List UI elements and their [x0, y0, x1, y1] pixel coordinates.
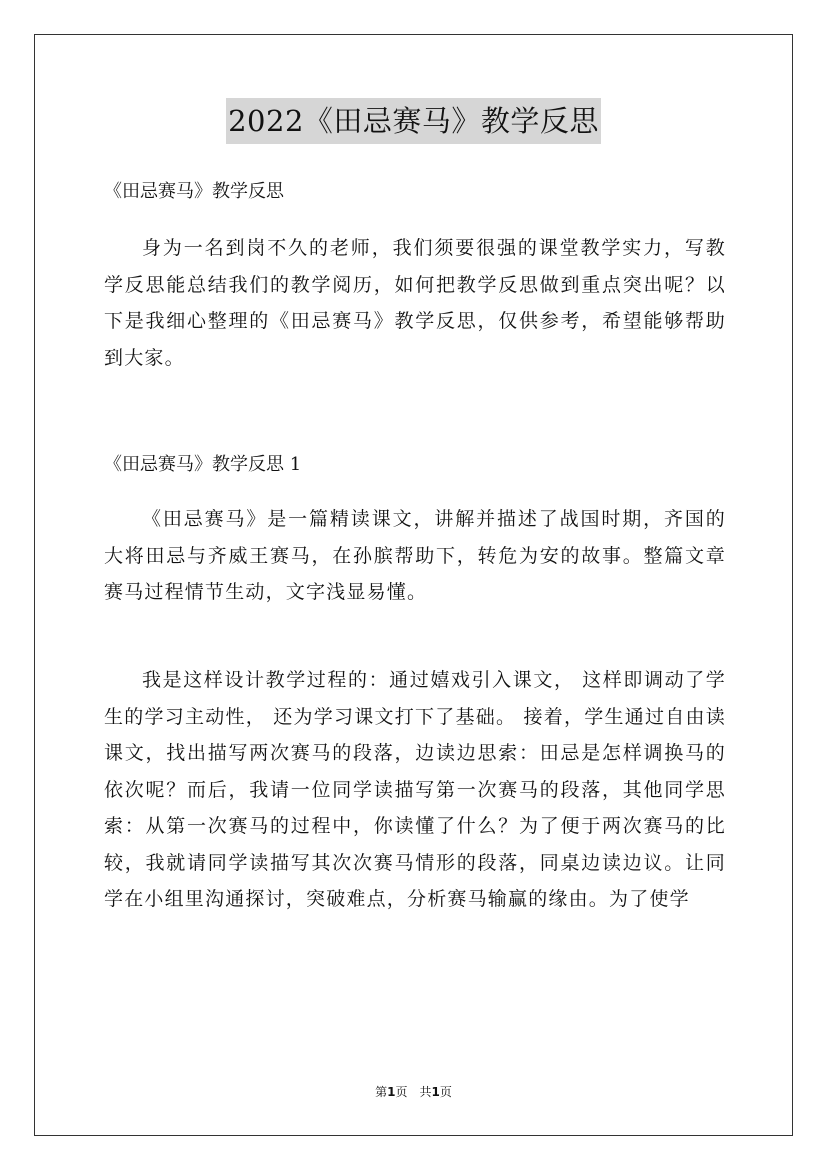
footer-page-prefix: 第 [375, 1085, 388, 1099]
intro-paragraph: 身为一名到岗不久的老师，我们须要很强的课堂教学实力，写教学反思能总结我们的教学阅历，如何把教学反思做到重点突出呢？以下是我细心整理的《田忌赛马》教学反思，仅供参考，希望能够帮助到大家。 [104, 237, 726, 369]
section-heading: 《田忌赛马》教学反思 1 [104, 454, 302, 475]
document-subtitle: 《田忌赛马》教学反思 [104, 181, 284, 202]
footer-page-suffix: 页 [439, 1085, 452, 1099]
document-title: 2022《田忌赛马》教学反思 [226, 98, 601, 144]
body-paragraph-2: 我是这样设计教学过程的：通过嬉戏引入课文， 这样即调动了学生的学习主动性， 还为学习课文打下了基础。 接着，学生通过自由读课文，找出描写两次赛马的段落，边读边思索：田忌是怎样调换马的依次呢？而后，我请一位同学读描写第一次赛马的段落，其他同学思索：从第一次赛马的过程中，你读懂了什么？为了便于两次赛马的比较，我就请同学读描写其次次赛马情形的段落，同桌边读边议。让同学在小组里沟通探讨，突破难点，分析赛马输赢的缘由。为了使学 [104, 669, 726, 910]
document-title-block [0, 98, 827, 144]
page-footer [0, 1084, 827, 1100]
footer-page-number: 1 [387, 1085, 396, 1099]
footer-page-mid: 页 共 [395, 1085, 432, 1099]
footer-total-pages: 1 [431, 1085, 440, 1099]
body-paragraph-1: 《田忌赛马》是一篇精读课文，讲解并描述了战国时期，齐国的大将田忌与齐威王赛马，在孙膑帮助下，转危为安的故事。整篇文章赛马过程情节生动，文字浅显易懂。 [104, 508, 726, 603]
